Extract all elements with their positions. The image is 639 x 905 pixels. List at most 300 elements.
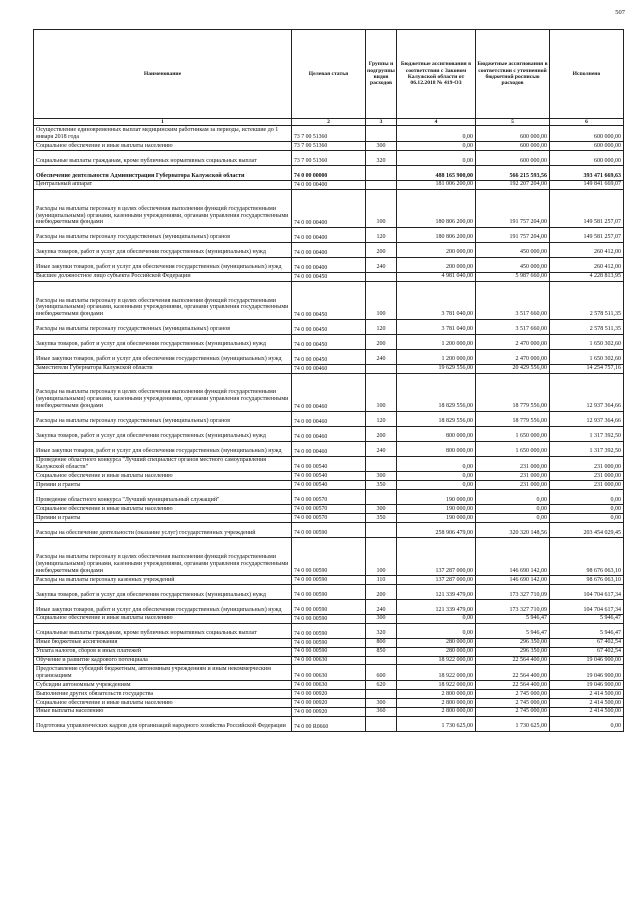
- row-roster-allocation-cell: 5 946,47: [476, 614, 550, 623]
- row-law-allocation-cell: 18 829 556,00: [397, 373, 476, 411]
- row-expense-group-cell: 850: [366, 647, 397, 656]
- table-row: [34, 319, 624, 334]
- row-roster-allocation-cell: 0,00: [476, 490, 550, 505]
- table-row: [34, 623, 624, 638]
- row-roster-allocation-cell: 2 745 000,00: [476, 707, 550, 716]
- row-target-article-cell: 74 0 00 00460: [292, 373, 366, 411]
- row-executed-cell: 149 841 669,07: [550, 180, 624, 189]
- row-name-cell: Иные закупки товаров, работ и услуг для обеспечения государственных (муниципальных) нужд: [34, 599, 292, 614]
- table-row: [34, 681, 624, 690]
- row-target-article-cell: 74 0 00 00590: [292, 614, 366, 623]
- row-roster-allocation-cell: 2 470 000,00: [476, 349, 550, 364]
- row-roster-allocation-cell: 600 000,00: [476, 150, 550, 165]
- row-expense-group-cell: 240: [366, 441, 397, 456]
- row-executed-cell: 1 650 302,60: [550, 334, 624, 349]
- row-target-article-cell: 74 0 00 00540: [292, 456, 366, 472]
- row-target-article-cell: 74 0 00 00570: [292, 514, 366, 523]
- row-law-allocation-cell: 200 000,00: [397, 257, 476, 272]
- table-row: [34, 665, 624, 681]
- row-executed-cell: 149 581 257,07: [550, 189, 624, 227]
- header-target-article: Целевая статья: [292, 30, 366, 119]
- row-executed-cell: 19 046 900,00: [550, 656, 624, 665]
- row-roster-allocation-cell: 20 429 556,00: [476, 364, 550, 373]
- row-target-article-cell: 73 7 00 51360: [292, 142, 366, 151]
- row-executed-cell: 2 578 511,35: [550, 281, 624, 319]
- header-executed: Исполнено: [550, 30, 624, 119]
- table-row: [34, 538, 624, 576]
- row-executed-cell: 19 046 900,00: [550, 665, 624, 681]
- table-row: [34, 647, 624, 656]
- table-row: [34, 441, 624, 456]
- row-law-allocation-cell: 488 165 900,00: [397, 165, 476, 180]
- column-number: 6: [550, 119, 624, 126]
- row-executed-cell: 231 000,00: [550, 472, 624, 481]
- row-law-allocation-cell: 1 200 000,00: [397, 349, 476, 364]
- table-row: [34, 189, 624, 227]
- row-name-cell: Обеспечение деятельности Администрации Губернатора Калужской области: [34, 165, 292, 180]
- row-law-allocation-cell: 181 006 200,00: [397, 180, 476, 189]
- row-target-article-cell: 74 0 00 00450: [292, 334, 366, 349]
- row-expense-group-cell: 100: [366, 373, 397, 411]
- table-row: [34, 707, 624, 716]
- row-name-cell: Иные закупки товаров, работ и услуг для обеспечения государственных (муниципальных) нужд: [34, 257, 292, 272]
- budget-table: [33, 29, 624, 732]
- row-law-allocation-cell: 18 922 000,00: [397, 681, 476, 690]
- row-name-cell: Расходы на выплаты персоналу государственных (муниципальных) органов: [34, 319, 292, 334]
- row-name-cell: Социальные выплаты гражданам, кроме публичных нормативных социальных выплат: [34, 150, 292, 165]
- row-expense-group-cell: 100: [366, 538, 397, 576]
- row-law-allocation-cell: 18 922 000,00: [397, 665, 476, 681]
- row-roster-allocation-cell: 1 650 000,00: [476, 441, 550, 456]
- row-law-allocation-cell: 18 922 000,00: [397, 656, 476, 665]
- row-law-allocation-cell: 1 730 625,00: [397, 716, 476, 731]
- row-law-allocation-cell: 137 287 000,00: [397, 576, 476, 585]
- row-name-cell: Высшее должностное лицо субъекта Российской Федерации: [34, 272, 292, 281]
- row-roster-allocation-cell: 231 000,00: [476, 456, 550, 472]
- table-row: [34, 699, 624, 708]
- row-roster-allocation-cell: 1 650 000,00: [476, 426, 550, 441]
- row-target-article-cell: 74 0 00 00400: [292, 227, 366, 242]
- row-target-article-cell: 74 0 00 00920: [292, 707, 366, 716]
- row-law-allocation-cell: 137 287 000,00: [397, 538, 476, 576]
- column-number: 3: [366, 119, 397, 126]
- row-target-article-cell: 74 0 00 00590: [292, 584, 366, 599]
- row-expense-group-cell: 110: [366, 576, 397, 585]
- row-executed-cell: 5 946,47: [550, 614, 624, 623]
- row-target-article-cell: 74 0 00 00590: [292, 523, 366, 538]
- table-row: [34, 638, 624, 647]
- table-row: [34, 456, 624, 472]
- table-row: [34, 481, 624, 490]
- row-roster-allocation-cell: 18 779 556,00: [476, 373, 550, 411]
- row-name-cell: Иные выплаты населению: [34, 707, 292, 716]
- row-law-allocation-cell: 18 829 556,00: [397, 411, 476, 426]
- row-expense-group-cell: [366, 490, 397, 505]
- row-name-cell: Закупка товаров, работ и услуг для обеспечения государственных (муниципальных) нужд: [34, 584, 292, 599]
- table-row: [34, 272, 624, 281]
- row-name-cell: Обучение и развитие кадрового потенциала: [34, 656, 292, 665]
- row-executed-cell: 203 454 029,45: [550, 523, 624, 538]
- table-row: [34, 690, 624, 699]
- row-executed-cell: 0,00: [550, 514, 624, 523]
- row-roster-allocation-cell: 2 745 000,00: [476, 690, 550, 699]
- row-target-article-cell: 74 0 00 R0660: [292, 716, 366, 731]
- row-roster-allocation-cell: 231 000,00: [476, 481, 550, 490]
- row-target-article-cell: 74 0 00 00000: [292, 165, 366, 180]
- row-law-allocation-cell: 19 629 556,00: [397, 364, 476, 373]
- row-executed-cell: 1 317 392,50: [550, 441, 624, 456]
- row-law-allocation-cell: 0,00: [397, 142, 476, 151]
- row-roster-allocation-cell: 146 690 142,00: [476, 538, 550, 576]
- row-roster-allocation-cell: 231 000,00: [476, 472, 550, 481]
- row-roster-allocation-cell: 22 564 400,00: [476, 681, 550, 690]
- row-target-article-cell: 74 0 00 00590: [292, 599, 366, 614]
- row-name-cell: Закупка товаров, работ и услуг для обеспечения государственных (муниципальных) нужд: [34, 334, 292, 349]
- row-roster-allocation-cell: 191 757 204,00: [476, 227, 550, 242]
- row-executed-cell: 12 937 364,66: [550, 411, 624, 426]
- row-target-article-cell: 74 0 00 00590: [292, 538, 366, 576]
- row-target-article-cell: 74 0 00 00450: [292, 272, 366, 281]
- row-roster-allocation-cell: 192 207 204,00: [476, 180, 550, 189]
- row-name-cell: Иные закупки товаров, работ и услуг для обеспечения государственных (муниципальных) нужд: [34, 349, 292, 364]
- row-target-article-cell: 74 0 00 00400: [292, 242, 366, 257]
- table-row: [34, 281, 624, 319]
- row-law-allocation-cell: 800 000,00: [397, 441, 476, 456]
- table-row: [34, 257, 624, 272]
- row-target-article-cell: 74 0 00 00590: [292, 623, 366, 638]
- row-roster-allocation-cell: 18 779 556,00: [476, 411, 550, 426]
- row-target-article-cell: 74 0 00 00450: [292, 281, 366, 319]
- row-executed-cell: 600 000,00: [550, 126, 624, 142]
- row-roster-allocation-cell: 0,00: [476, 514, 550, 523]
- table-body: [34, 126, 624, 731]
- row-executed-cell: 104 704 617,34: [550, 599, 624, 614]
- column-number: 1: [34, 119, 292, 126]
- row-expense-group-cell: 200: [366, 426, 397, 441]
- row-roster-allocation-cell: 146 690 142,00: [476, 576, 550, 585]
- row-name-cell: Социальные выплаты гражданам, кроме публичных нормативных социальных выплат: [34, 623, 292, 638]
- row-executed-cell: 67 402,54: [550, 647, 624, 656]
- row-expense-group-cell: 300: [366, 505, 397, 514]
- header-expense-group: Группы и подгруппы видов расходов: [366, 30, 397, 119]
- row-target-article-cell: 73 7 00 51360: [292, 150, 366, 165]
- row-expense-group-cell: 800: [366, 638, 397, 647]
- row-name-cell: Закупка товаров, работ и услуг для обеспечения государственных (муниципальных) нужд: [34, 242, 292, 257]
- row-law-allocation-cell: 190 000,00: [397, 490, 476, 505]
- row-roster-allocation-cell: 450 000,00: [476, 257, 550, 272]
- column-number: 2: [292, 119, 366, 126]
- row-expense-group-cell: 320: [366, 150, 397, 165]
- header-row: [34, 30, 624, 119]
- row-roster-allocation-cell: 296 350,00: [476, 647, 550, 656]
- row-law-allocation-cell: 180 806 200,00: [397, 189, 476, 227]
- row-expense-group-cell: 300: [366, 142, 397, 151]
- row-target-article-cell: 74 0 00 00570: [292, 490, 366, 505]
- row-expense-group-cell: [366, 690, 397, 699]
- row-name-cell: Расходы на выплаты персоналу в целях обеспечения выполнения функций государственными (муниципальными) органами, казенными учреждениями, органами управления государственными внебюджетными фондами: [34, 373, 292, 411]
- row-executed-cell: 393 471 669,63: [550, 165, 624, 180]
- row-executed-cell: 5 946,47: [550, 623, 624, 638]
- row-executed-cell: 2 414 500,00: [550, 699, 624, 708]
- row-expense-group-cell: 620: [366, 681, 397, 690]
- row-name-cell: Расходы на выплаты персоналу государственных (муниципальных) органов: [34, 411, 292, 426]
- row-expense-group-cell: [366, 180, 397, 189]
- row-law-allocation-cell: 200 000,00: [397, 242, 476, 257]
- row-expense-group-cell: [366, 523, 397, 538]
- row-executed-cell: 1 317 392,50: [550, 426, 624, 441]
- row-target-article-cell: 74 0 00 00590: [292, 576, 366, 585]
- row-roster-allocation-cell: 1 730 625,00: [476, 716, 550, 731]
- table-row: [34, 584, 624, 599]
- row-expense-group-cell: [366, 165, 397, 180]
- header-law-allocation: Бюджетные ассигнования в соответствии с Законом Калужской области от 06.12.2018 № 419-ОЗ: [397, 30, 476, 119]
- row-expense-group-cell: [366, 656, 397, 665]
- row-roster-allocation-cell: 5 946,47: [476, 623, 550, 638]
- column-number: 4: [397, 119, 476, 126]
- row-expense-group-cell: 200: [366, 242, 397, 257]
- row-executed-cell: 12 937 364,66: [550, 373, 624, 411]
- table-row: [34, 242, 624, 257]
- row-executed-cell: 600 000,00: [550, 150, 624, 165]
- row-expense-group-cell: 120: [366, 227, 397, 242]
- table-row: [34, 490, 624, 505]
- row-expense-group-cell: 300: [366, 472, 397, 481]
- row-expense-group-cell: [366, 364, 397, 373]
- row-target-article-cell: 74 0 00 00590: [292, 647, 366, 656]
- row-name-cell: Иные бюджетные ассигнования: [34, 638, 292, 647]
- table-row: [34, 472, 624, 481]
- row-expense-group-cell: 200: [366, 584, 397, 599]
- row-roster-allocation-cell: 3 517 660,00: [476, 281, 550, 319]
- row-roster-allocation-cell: 173 327 710,09: [476, 599, 550, 614]
- row-executed-cell: 0,00: [550, 505, 624, 514]
- row-target-article-cell: 74 0 00 00590: [292, 638, 366, 647]
- table-row: [34, 614, 624, 623]
- row-roster-allocation-cell: 22 564 400,00: [476, 665, 550, 681]
- table-row: [34, 334, 624, 349]
- row-name-cell: Премии и гранты: [34, 481, 292, 490]
- table-row: [34, 599, 624, 614]
- row-roster-allocation-cell: 600 000,00: [476, 142, 550, 151]
- row-target-article-cell: 73 7 00 51360: [292, 126, 366, 142]
- row-name-cell: Расходы на выплаты персоналу казенных учреждений: [34, 576, 292, 585]
- row-name-cell: Социальное обеспечение и иные выплаты населению: [34, 472, 292, 481]
- column-number: 5: [476, 119, 550, 126]
- row-roster-allocation-cell: 22 564 400,00: [476, 656, 550, 665]
- row-law-allocation-cell: 0,00: [397, 472, 476, 481]
- row-law-allocation-cell: 0,00: [397, 481, 476, 490]
- table-row: [34, 349, 624, 364]
- row-name-cell: Осуществление единовременных выплат медицинским работникам за периоды, истекшие до 1 января 2018 года: [34, 126, 292, 142]
- row-roster-allocation-cell: 566 215 593,56: [476, 165, 550, 180]
- row-name-cell: Социальное обеспечение и иные выплаты населению: [34, 505, 292, 514]
- row-executed-cell: 0,00: [550, 716, 624, 731]
- row-name-cell: Расходы на выплаты персоналу в целях обеспечения выполнения функций государственными (муниципальными) органами, казенными учреждениями, органами управления государственными внебюджетными фондами: [34, 281, 292, 319]
- row-executed-cell: 2 414 500,00: [550, 690, 624, 699]
- row-expense-group-cell: [366, 716, 397, 731]
- row-name-cell: Премии и гранты: [34, 514, 292, 523]
- row-target-article-cell: 74 0 00 00630: [292, 656, 366, 665]
- row-law-allocation-cell: 3 781 040,00: [397, 281, 476, 319]
- row-expense-group-cell: 360: [366, 707, 397, 716]
- row-law-allocation-cell: 0,00: [397, 126, 476, 142]
- table-row: [34, 364, 624, 373]
- row-executed-cell: 2 414 500,00: [550, 707, 624, 716]
- table-row: [34, 411, 624, 426]
- row-executed-cell: 2 578 511,35: [550, 319, 624, 334]
- row-executed-cell: 98 676 063,10: [550, 576, 624, 585]
- row-name-cell: Выполнение других обязательств государства: [34, 690, 292, 699]
- row-executed-cell: 1 650 302,60: [550, 349, 624, 364]
- row-law-allocation-cell: 280 000,00: [397, 638, 476, 647]
- row-expense-group-cell: 120: [366, 411, 397, 426]
- row-executed-cell: 0,00: [550, 490, 624, 505]
- row-target-article-cell: 74 0 00 00400: [292, 180, 366, 189]
- row-target-article-cell: 74 0 00 00920: [292, 690, 366, 699]
- row-law-allocation-cell: 0,00: [397, 150, 476, 165]
- row-name-cell: Иные закупки товаров, работ и услуг для обеспечения государственных (муниципальных) нужд: [34, 441, 292, 456]
- row-name-cell: Социальное обеспечение и иные выплаты населению: [34, 614, 292, 623]
- row-executed-cell: 19 046 900,00: [550, 681, 624, 690]
- table-row: [34, 576, 624, 585]
- table-row: [34, 523, 624, 538]
- row-roster-allocation-cell: 2 745 000,00: [476, 699, 550, 708]
- row-name-cell: Субсидии автономным учреждениям: [34, 681, 292, 690]
- row-executed-cell: 260 412,00: [550, 257, 624, 272]
- row-target-article-cell: 74 0 00 00460: [292, 411, 366, 426]
- row-law-allocation-cell: 0,00: [397, 623, 476, 638]
- row-executed-cell: 67 402,54: [550, 638, 624, 647]
- row-name-cell: Проведение областного конкурса "Лучший муниципальный служащий": [34, 490, 292, 505]
- row-target-article-cell: 74 0 00 00630: [292, 681, 366, 690]
- row-law-allocation-cell: 2 800 000,00: [397, 690, 476, 699]
- row-roster-allocation-cell: 2 470 000,00: [476, 334, 550, 349]
- row-target-article-cell: 74 0 00 00920: [292, 699, 366, 708]
- row-law-allocation-cell: 2 800 000,00: [397, 699, 476, 708]
- row-target-article-cell: 74 0 00 00460: [292, 426, 366, 441]
- column-number-row: [34, 119, 624, 126]
- table-row: [34, 716, 624, 731]
- row-law-allocation-cell: 800 000,00: [397, 426, 476, 441]
- row-expense-group-cell: 120: [366, 319, 397, 334]
- row-name-cell: Уплата налогов, сборов и иных платежей: [34, 647, 292, 656]
- row-target-article-cell: 74 0 00 00450: [292, 349, 366, 364]
- row-name-cell: Социальное обеспечение и иные выплаты населению: [34, 699, 292, 708]
- row-target-article-cell: 74 0 00 00450: [292, 319, 366, 334]
- row-expense-group-cell: 350: [366, 514, 397, 523]
- row-roster-allocation-cell: 5 987 660,00: [476, 272, 550, 281]
- row-roster-allocation-cell: 3 517 660,00: [476, 319, 550, 334]
- row-executed-cell: 231 000,00: [550, 456, 624, 472]
- row-law-allocation-cell: 1 200 000,00: [397, 334, 476, 349]
- row-roster-allocation-cell: 191 757 204,00: [476, 189, 550, 227]
- page-number: 507: [615, 9, 625, 16]
- table-row: [34, 505, 624, 514]
- row-expense-group-cell: 200: [366, 334, 397, 349]
- row-executed-cell: 4 228 813,95: [550, 272, 624, 281]
- row-law-allocation-cell: 3 781 040,00: [397, 319, 476, 334]
- row-target-article-cell: 74 0 00 00400: [292, 189, 366, 227]
- table-row: [34, 514, 624, 523]
- row-name-cell: Закупка товаров, работ и услуг для обеспечения государственных (муниципальных) нужд: [34, 426, 292, 441]
- row-name-cell: Проведение областного конкурса "Лучший специалист органов местного самоуправления Калужской области": [34, 456, 292, 472]
- row-roster-allocation-cell: 173 327 710,09: [476, 584, 550, 599]
- row-roster-allocation-cell: 600 000,00: [476, 126, 550, 142]
- row-law-allocation-cell: 190 000,00: [397, 505, 476, 514]
- row-expense-group-cell: [366, 126, 397, 142]
- row-executed-cell: 98 676 063,10: [550, 538, 624, 576]
- table-row: [34, 165, 624, 180]
- row-expense-group-cell: 100: [366, 189, 397, 227]
- header-name: Наименование: [34, 30, 292, 119]
- row-law-allocation-cell: 121 339 479,00: [397, 584, 476, 599]
- row-expense-group-cell: [366, 456, 397, 472]
- row-expense-group-cell: 240: [366, 599, 397, 614]
- row-target-article-cell: 74 0 00 00540: [292, 481, 366, 490]
- row-law-allocation-cell: 121 339 479,00: [397, 599, 476, 614]
- row-executed-cell: 260 412,00: [550, 242, 624, 257]
- table-row: [34, 227, 624, 242]
- row-executed-cell: 231 000,00: [550, 481, 624, 490]
- table-row: [34, 373, 624, 411]
- row-law-allocation-cell: 180 806 200,00: [397, 227, 476, 242]
- row-roster-allocation-cell: 450 000,00: [476, 242, 550, 257]
- row-law-allocation-cell: 190 000,00: [397, 514, 476, 523]
- row-name-cell: Расходы на выплаты персоналу в целях обеспечения выполнения функций государственными (муниципальными) органами, казенными учреждениями, органами управления государственными внебюджетными фондами: [34, 538, 292, 576]
- header-roster-allocation: Бюджетные ассигнования в соответствии с уточненной бюджетной росписью расходов: [476, 30, 550, 119]
- row-name-cell: Заместители Губернатора Калужской области: [34, 364, 292, 373]
- row-name-cell: Предоставление субсидий бюджетным, автономным учреждениям и иным некоммерческим организациям: [34, 665, 292, 681]
- row-law-allocation-cell: 280 000,00: [397, 647, 476, 656]
- row-roster-allocation-cell: 320 320 148,56: [476, 523, 550, 538]
- row-expense-group-cell: 300: [366, 699, 397, 708]
- row-name-cell: Центральный аппарат: [34, 180, 292, 189]
- row-executed-cell: 14 254 757,16: [550, 364, 624, 373]
- row-expense-group-cell: 600: [366, 665, 397, 681]
- row-law-allocation-cell: 0,00: [397, 614, 476, 623]
- row-expense-group-cell: 320: [366, 623, 397, 638]
- row-law-allocation-cell: 4 981 040,00: [397, 272, 476, 281]
- row-executed-cell: 149 581 257,07: [550, 227, 624, 242]
- row-expense-group-cell: 300: [366, 614, 397, 623]
- row-expense-group-cell: 240: [366, 257, 397, 272]
- row-expense-group-cell: 350: [366, 481, 397, 490]
- row-law-allocation-cell: 258 906 479,00: [397, 523, 476, 538]
- row-expense-group-cell: 100: [366, 281, 397, 319]
- table-row: [34, 142, 624, 151]
- table-row: [34, 426, 624, 441]
- table-row: [34, 126, 624, 142]
- row-executed-cell: 600 000,00: [550, 142, 624, 151]
- row-expense-group-cell: [366, 272, 397, 281]
- table-row: [34, 656, 624, 665]
- row-roster-allocation-cell: 296 350,00: [476, 638, 550, 647]
- row-law-allocation-cell: 2 800 000,00: [397, 707, 476, 716]
- row-target-article-cell: 74 0 00 00540: [292, 472, 366, 481]
- row-name-cell: Расходы на выплаты персоналу в целях обеспечения выполнения функций государственными (муниципальными) органами, казенными учреждениями, органами управления государственными внебюджетными фондами: [34, 189, 292, 227]
- row-target-article-cell: 74 0 00 00460: [292, 364, 366, 373]
- row-name-cell: Расходы на выплаты персоналу государственных (муниципальных) органов: [34, 227, 292, 242]
- row-target-article-cell: 74 0 00 00630: [292, 665, 366, 681]
- row-target-article-cell: 74 0 00 00400: [292, 257, 366, 272]
- row-name-cell: Расходы на обеспечение деятельности (оказание услуг) государственных учреждений: [34, 523, 292, 538]
- table-row: [34, 180, 624, 189]
- row-target-article-cell: 74 0 00 00570: [292, 505, 366, 514]
- row-expense-group-cell: 240: [366, 349, 397, 364]
- row-target-article-cell: 74 0 00 00460: [292, 441, 366, 456]
- row-name-cell: Подготовка управленческих кадров для организаций народного хозяйства Российской Федерации: [34, 716, 292, 731]
- row-roster-allocation-cell: 0,00: [476, 505, 550, 514]
